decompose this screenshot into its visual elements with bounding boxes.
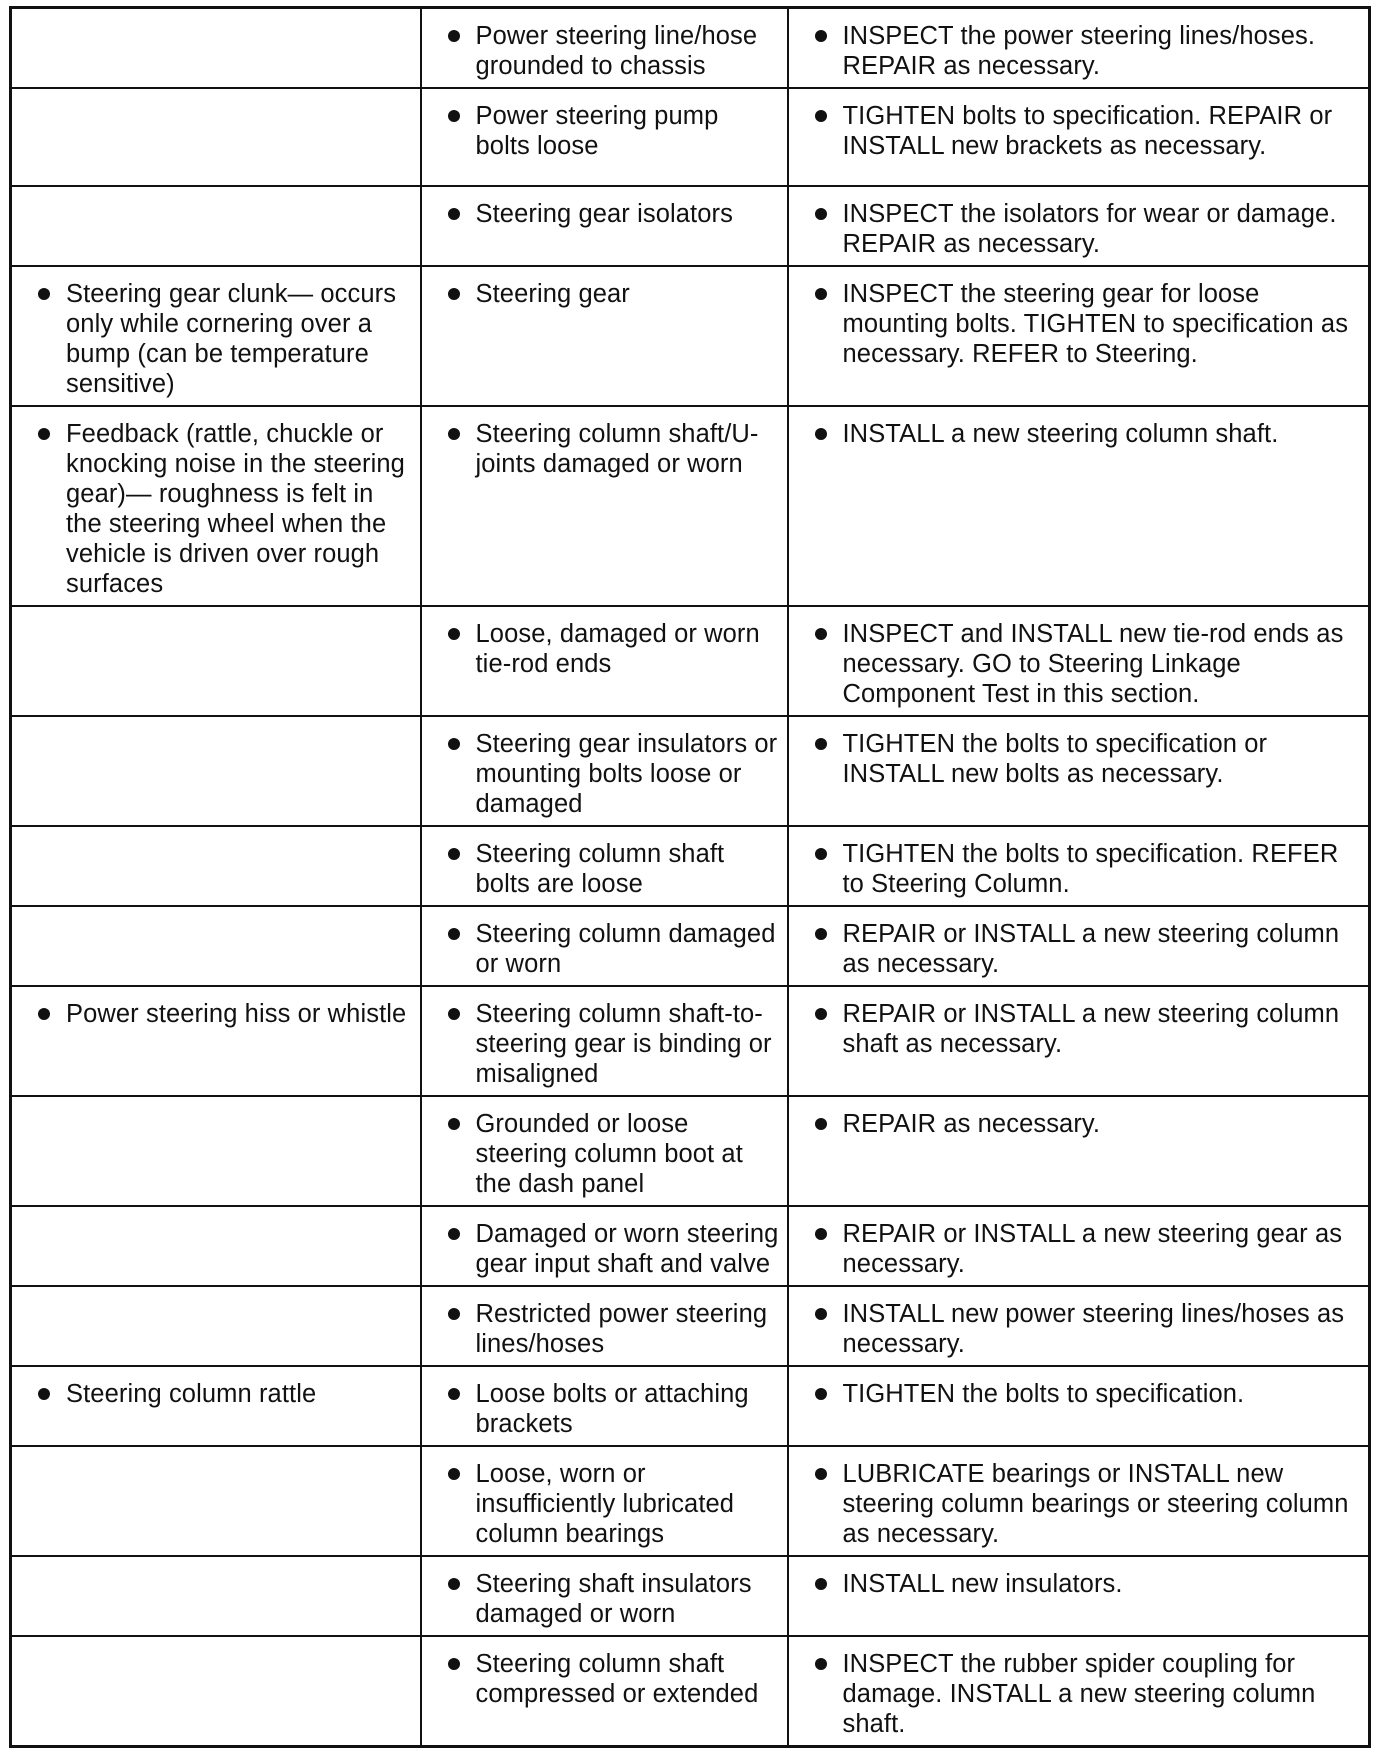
action-text: REPAIR or INSTALL a new steering column shaft as necessary. [797, 999, 1361, 1059]
action-text: INSTALL new insulators. [797, 1569, 1361, 1599]
action-cell [788, 1446, 1370, 1556]
action-cell [788, 88, 1370, 186]
cause-cell [421, 406, 788, 606]
cause-cell [421, 1366, 788, 1446]
condition-cell [11, 266, 421, 406]
condition-text: Feedback (rattle, chuckle or knocking noise in the steering gear)— roughness is felt in the steering wheel when the vehicle is driven over rough surfaces [20, 419, 412, 599]
condition-cell [11, 1446, 421, 1556]
cause-cell [421, 906, 788, 986]
action-text: TIGHTEN bolts to specification. REPAIR or INSTALL new brackets as necessary. [797, 101, 1361, 161]
action-cell [788, 1366, 1370, 1446]
table-row [11, 1206, 1370, 1286]
cause-text: Steering column shaft compressed or extended [430, 1649, 779, 1709]
action-cell [788, 406, 1370, 606]
condition-cell [11, 1206, 421, 1286]
condition-text: Steering column rattle [20, 1379, 412, 1409]
action-cell [788, 716, 1370, 826]
condition-cell [11, 406, 421, 606]
condition-cell [11, 1286, 421, 1366]
action-cell [788, 8, 1370, 89]
cause-text: Loose bolts or attaching brackets [430, 1379, 779, 1439]
table-row [11, 1446, 1370, 1556]
cause-cell [421, 826, 788, 906]
cause-cell [421, 1556, 788, 1636]
diagnosis-table-body [11, 8, 1370, 1747]
action-cell [788, 986, 1370, 1096]
condition-cell [11, 716, 421, 826]
cause-cell [421, 606, 788, 716]
table-row [11, 266, 1370, 406]
action-text: INSPECT the power steering lines/hoses. REPAIR as necessary. [797, 21, 1361, 81]
action-text: REPAIR or INSTALL a new steering column as necessary. [797, 919, 1361, 979]
action-text: LUBRICATE bearings or INSTALL new steering column bearings or steering column as necessary. [797, 1459, 1361, 1549]
condition-cell [11, 1366, 421, 1446]
action-text: REPAIR as necessary. [797, 1109, 1361, 1139]
action-text: TIGHTEN the bolts to specification or INSTALL new bolts as necessary. [797, 729, 1361, 789]
action-text: INSTALL a new steering column shaft. [797, 419, 1361, 449]
cause-cell [421, 1096, 788, 1206]
cause-text: Loose, worn or insufficiently lubricated column bearings [430, 1459, 779, 1549]
condition-cell [11, 1556, 421, 1636]
cause-text: Steering column damaged or worn [430, 919, 779, 979]
table-row [11, 1366, 1370, 1446]
cause-cell [421, 986, 788, 1096]
condition-cell [11, 1636, 421, 1747]
action-text: INSTALL new power steering lines/hoses as necessary. [797, 1299, 1361, 1359]
action-text: INSPECT and INSTALL new tie-rod ends as necessary. GO to Steering Linkage Component Test in this section. [797, 619, 1361, 709]
cause-text: Steering column shaft-to-steering gear is binding or misaligned [430, 999, 779, 1089]
action-cell [788, 826, 1370, 906]
action-cell [788, 266, 1370, 406]
action-cell [788, 1206, 1370, 1286]
cause-cell [421, 88, 788, 186]
cause-text: Power steering line/hose grounded to chassis [430, 21, 779, 81]
action-cell [788, 1286, 1370, 1366]
action-text: REPAIR or INSTALL a new steering gear as necessary. [797, 1219, 1361, 1279]
action-cell [788, 1556, 1370, 1636]
action-text: TIGHTEN the bolts to specification. [797, 1379, 1361, 1409]
condition-text: Steering gear clunk— occurs only while cornering over a bump (can be temperature sensitive) [20, 279, 412, 399]
cause-text: Steering column shaft bolts are loose [430, 839, 779, 899]
action-cell [788, 1096, 1370, 1206]
cause-text: Steering gear isolators [430, 199, 779, 229]
condition-text: Power steering hiss or whistle [20, 999, 412, 1029]
cause-text: Steering column shaft/U-joints damaged or worn [430, 419, 779, 479]
table-row [11, 1096, 1370, 1206]
condition-cell [11, 986, 421, 1096]
condition-cell [11, 826, 421, 906]
condition-cell [11, 906, 421, 986]
diagnosis-table [9, 6, 1371, 1748]
condition-cell [11, 186, 421, 266]
cause-cell [421, 1446, 788, 1556]
cause-text: Steering shaft insulators damaged or worn [430, 1569, 779, 1629]
table-row [11, 716, 1370, 826]
action-cell [788, 906, 1370, 986]
table-row [11, 1556, 1370, 1636]
action-cell [788, 1636, 1370, 1747]
condition-cell [11, 1096, 421, 1206]
cause-text: Steering gear [430, 279, 779, 309]
document-page [9, 6, 1368, 1748]
condition-cell [11, 8, 421, 89]
action-text: TIGHTEN the bolts to specification. REFER to Steering Column. [797, 839, 1361, 899]
cause-cell [421, 266, 788, 406]
table-row [11, 826, 1370, 906]
cause-text: Power steering pump bolts loose [430, 101, 779, 161]
action-text: INSPECT the rubber spider coupling for damage. INSTALL a new steering column shaft. [797, 1649, 1361, 1739]
cause-text: Restricted power steering lines/hoses [430, 1299, 779, 1359]
cause-cell [421, 8, 788, 89]
table-row [11, 1636, 1370, 1747]
table-row [11, 606, 1370, 716]
cause-cell [421, 1636, 788, 1747]
table-row [11, 906, 1370, 986]
condition-cell [11, 606, 421, 716]
table-row [11, 986, 1370, 1096]
cause-cell [421, 716, 788, 826]
table-row [11, 406, 1370, 606]
table-row [11, 8, 1370, 89]
cause-cell [421, 186, 788, 266]
action-cell [788, 186, 1370, 266]
action-text: INSPECT the isolators for wear or damage. REPAIR as necessary. [797, 199, 1361, 259]
cause-cell [421, 1206, 788, 1286]
table-row [11, 1286, 1370, 1366]
cause-text: Damaged or worn steering gear input shaft and valve [430, 1219, 779, 1279]
table-row [11, 186, 1370, 266]
cause-text: Grounded or loose steering column boot at the dash panel [430, 1109, 779, 1199]
table-row [11, 88, 1370, 186]
cause-text: Loose, damaged or worn tie-rod ends [430, 619, 779, 679]
action-cell [788, 606, 1370, 716]
condition-cell [11, 88, 421, 186]
action-text: INSPECT the steering gear for loose mounting bolts. TIGHTEN to specification as necessary. REFER to Steering. [797, 279, 1361, 369]
cause-cell [421, 1286, 788, 1366]
cause-text: Steering gear insulators or mounting bolts loose or damaged [430, 729, 779, 819]
